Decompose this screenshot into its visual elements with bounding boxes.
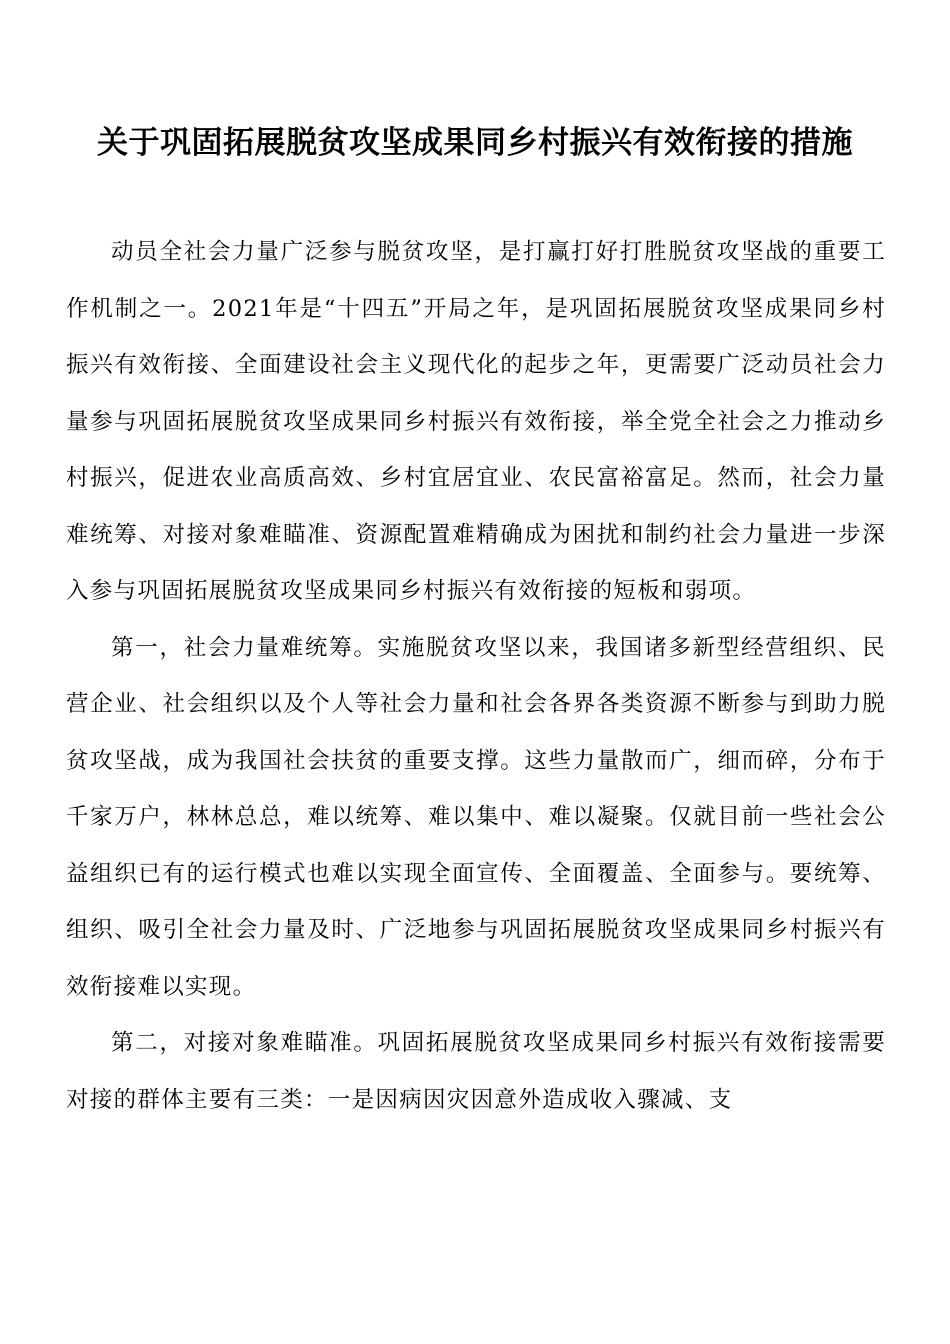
paragraph-intro: 动员全社会力量广泛参与脱贫攻坚，是打赢打好打胜脱贫攻坚战的重要工作机制之一。2021年是“十四五”开局之年，是巩固拓展脱贫攻坚成果同乡村振兴有效衔接、全面建设社会主义现代化的起步之年，更需要广泛动员社会力量参与巩固拓展脱贫攻坚成果同乡村振兴有效衔接，举全党全社会之力推动乡村振兴，促进农业高质高效、乡村宜居宜业、农民富裕富足。然而，社会力量难统筹、对接对象难瞄准、资源配置难精确成为困扰和制约社会力量进一步深入参与巩固拓展脱贫攻坚成果同乡村振兴有效衔接的短板和弱项。 [66,239,886,604]
document-body [66,224,886,1128]
document-title: 关于巩固拓展脱贫攻坚成果同乡村振兴有效衔接的措施 [97,124,853,161]
paragraph-second-point: 第二，对接对象难瞄准。巩固拓展脱贫攻坚成果同乡村振兴有效衔接需要对接的群体主要有三类：一是因病因灾因意外造成收入骤减、支 [66,1030,886,1113]
paragraph-first-point: 第一，社会力量难统筹。实施脱贫攻坚以来，我国诸多新型经营组织、民营企业、社会组织以及个人等社会力量和社会各界各类资源不断参与到助力脱贫攻坚战，成为我国社会扶贫的重要支撑。这些力量散而广，细而碎，分布于千家万户，林林总总，难以统筹、难以集中、难以凝聚。仅就目前一些社会公益组织已有的运行模式也难以实现全面宣传、全面覆盖、全面参与。要统筹、组织、吸引全社会力量及时、广泛地参与巩固拓展脱贫攻坚成果同乡村振兴有效衔接难以实现。 [66,634,886,1000]
